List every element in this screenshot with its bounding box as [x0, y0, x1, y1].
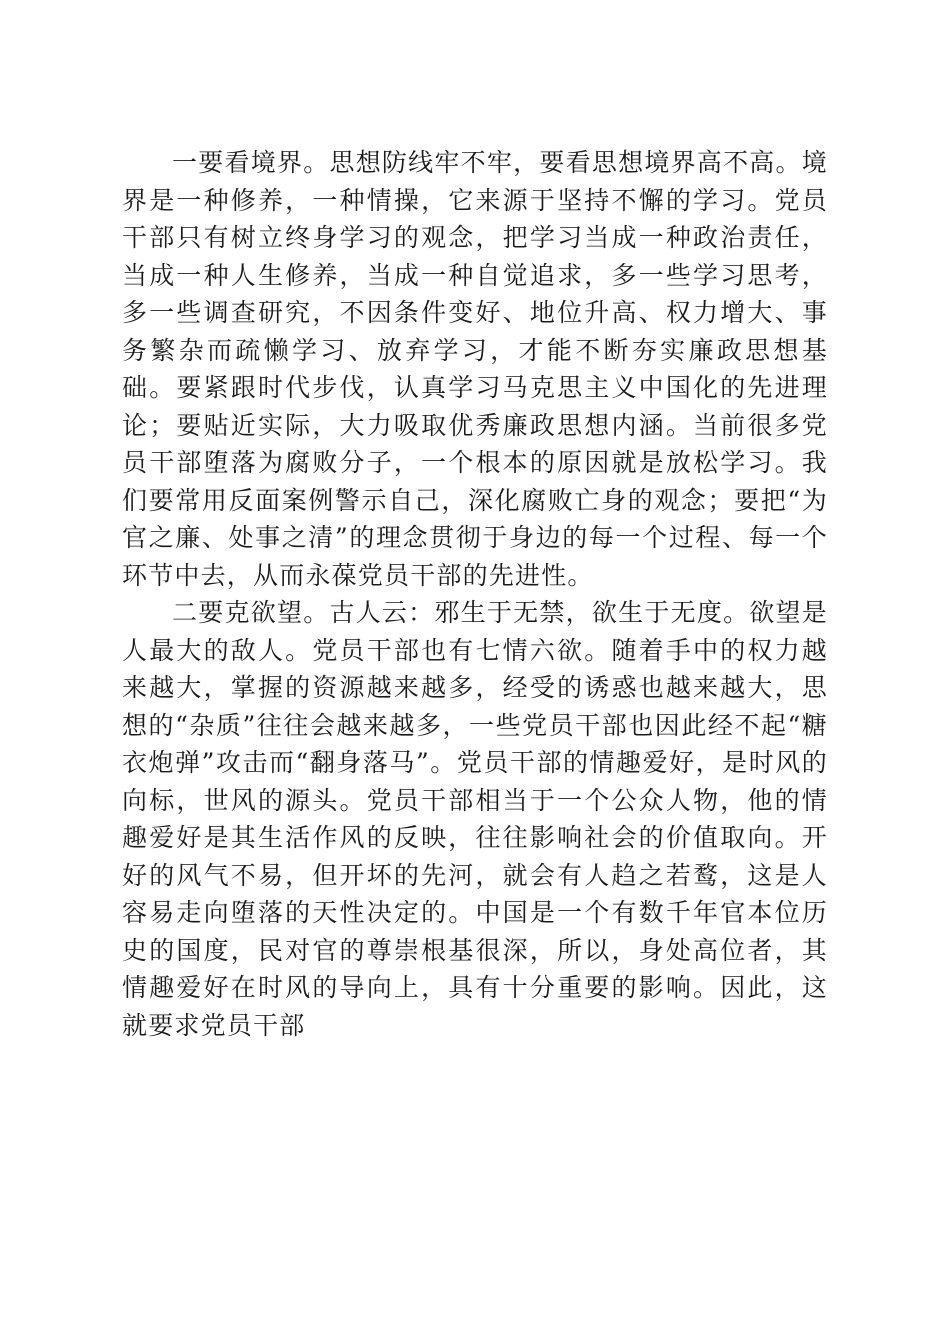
paragraph-2: 二要克欲望。古人云：邪生于无禁，欲生于无度。欲望是人最大的敌人。党员干部也有七情六欲。随着手中的权力越来越大，掌握的资源越来越多，经受的诱惑也越来越大，思想的“杂质”往往会越来越多，一些党员干部也因此经不起“糖衣炮弹”攻击而“翻身落马”。党员干部的情趣爱好，是时风的向标，世风的源头。党员干部相当于一个公众人物，他的情趣爱好是其生活作风的反映，往往影响社会的价值取向。开好的风气不易，但开坏的先河，就会有人趋之若鹜，这是人容易走向堕落的天性决定的。中国是一个有数千年官本位历史的国度，民对官的尊崇根基很深，所以，身处高位者，其情趣爱好在时风的导向上，具有十分重要的影响。因此，这就要求党员干部 [122, 598, 828, 1040]
body-text [122, 144, 828, 1044]
paragraph-1: 一要看境界。思想防线牢不牢，要看思想境界高不高。境界是一种修养，一种情操，它来源于坚持不懈的学习。党员干部只有树立终身学习的观念，把学习当成一种政治责任，当成一种人生修养，当成一种自觉追求，多一些学习思考，多一些调查研究，不因条件变好、地位升高、权力增大、事务繁杂而疏懒学习、放弃学习，才能不断夯实廉政思想基础。要紧跟时代步伐，认真学习马克思主义中国化的先进理论；要贴近实际，大力吸取优秀廉政思想内涵。当前很多党员干部堕落为腐败分子，一个根本的原因就是放松学习。我们要常用反面案例警示自己，深化腐败亡身的观念；要把“为官之廉、处事之清”的理念贯彻于身边的每一个过程、每一个环节中去，从而永葆党员干部的先进性。 [122, 148, 828, 590]
